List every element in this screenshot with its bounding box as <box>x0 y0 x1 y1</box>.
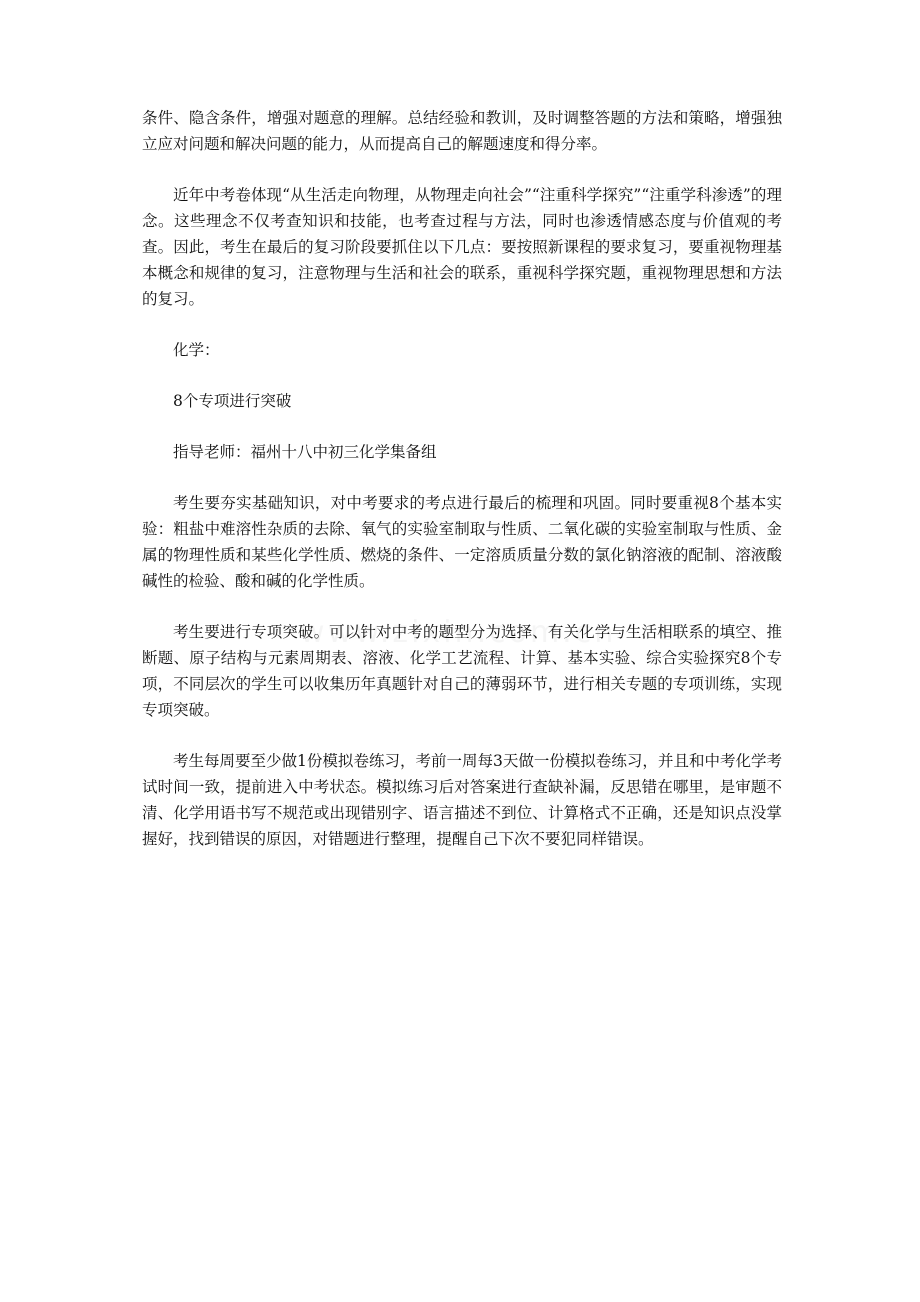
paragraph-special-topics: 考生要进行专项突破。可以针对中考的题型分为选择、有关化学与生活相联系的填空、推断题、原子结构与元素周期表、溶液、化学工艺流程、计算、基本实验、综合实验探究8个专项，不同层次的学生可以收集历年真题针对自己的薄弱环节，进行相关专题的专项训练，实现专项突破。 <box>142 623 782 719</box>
section-heading-chemistry: 化学： <box>173 341 220 359</box>
paragraph-continuation: 条件、隐含条件，增强对题意的理解。总结经验和教训，及时调整答题的方法和策略，增强独立应对问题和解决问题的能力，从而提高自己的解题速度和得分率。 <box>142 109 782 153</box>
paragraph-physics-philosophy: 近年中考卷体现“从生活走向物理，从物理走向社会”“注重科学探究”“注重学科渗透”的理念。这些理念不仅考查知识和技能，也考查过程与方法，同时也渗透情感态度与价值观的考查。因此，考生在最后的复习阶段要抓住以下几点：要按照新课程的要求复习，要重视物理基本概念和规律的复习，注意物理与生活和社会的联系，重视科学探究题，重视物理思想和方法的复习。 <box>142 186 782 308</box>
paragraph-mock-exams: 考生每周要至少做1份模拟卷练习，考前一周每3天做一份模拟卷练习，并且和中考化学考试时间一致，提前进入中考状态。模拟练习后对答案进行查缺补漏，反思错在哪里，是审题不清、化学用语书写不规范或出现错别字、语言描述不到位、计算格式不正确，还是知识点没掌握好，找到错误的原因，对错题进行整理，提醒自己下次不要犯同样错误。 <box>142 752 782 848</box>
document-body <box>142 105 782 877</box>
paragraph-basic-experiments: 考生要夯实基础知识，对中考要求的考点进行最后的梳理和巩固。同时要重视8个基本实验：粗盐中难溶性杂质的去除、氧气的实验室制取与性质、二氧化碳的实验室制取与性质、金属的物理性质和某些化学性质、燃烧的条件、一定溶质质量分数的氯化钠溶液的配制、溶液酸碱性的检验、酸和碱的化学性质。 <box>142 494 782 590</box>
section-subtitle: 8个专项进行突破 <box>173 392 292 410</box>
instructor-line: 指导老师：福州十八中初三化学集备组 <box>173 443 437 461</box>
